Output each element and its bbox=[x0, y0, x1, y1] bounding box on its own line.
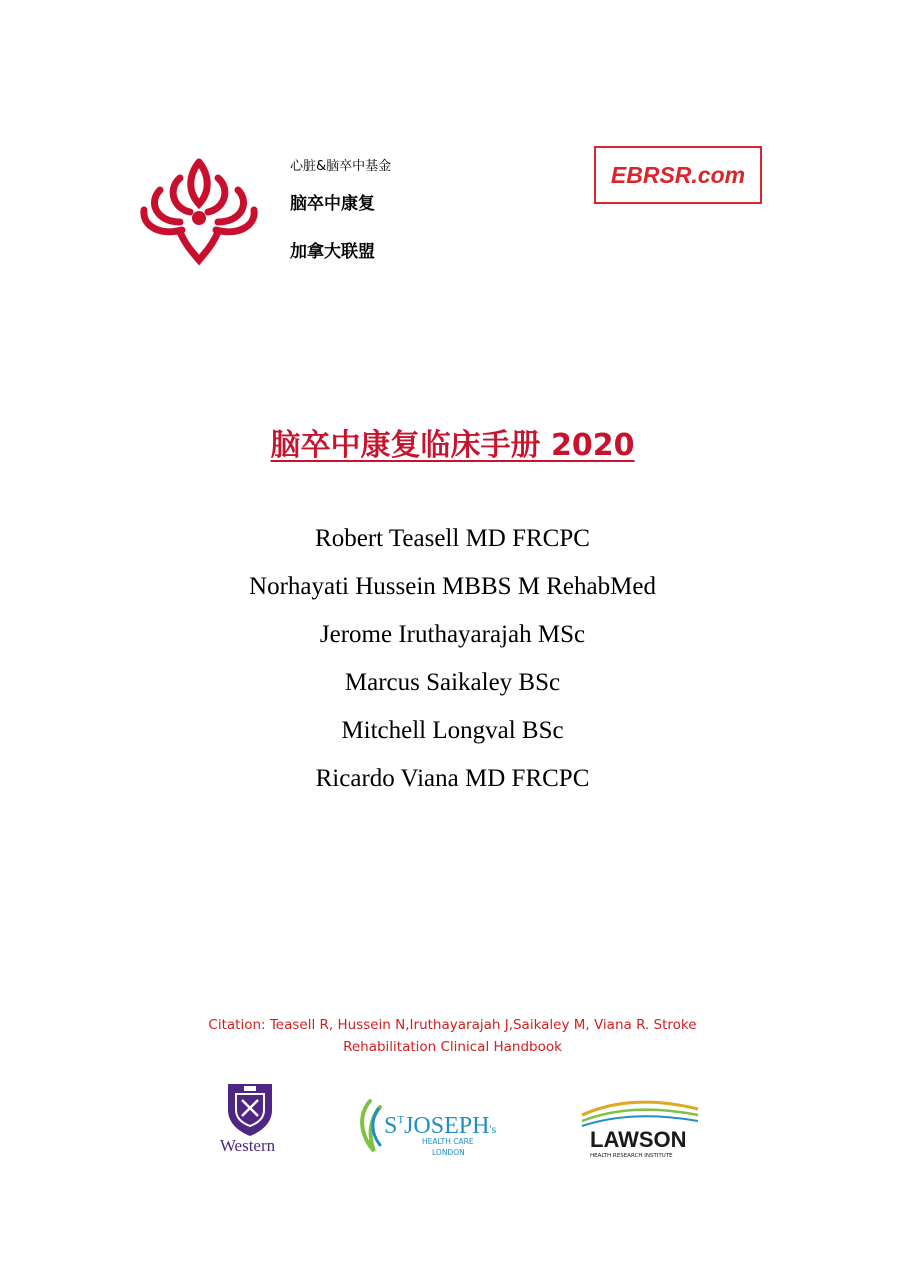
citation-line1: Citation: Teasell R, Hussein N,Iruthayarajah J,Saikaley M, Viana R. Stroke bbox=[208, 1017, 697, 1033]
svg-text:LAWSON: LAWSON bbox=[590, 1127, 687, 1152]
st-joseph-logo-icon bbox=[356, 1095, 506, 1161]
author-name: Norhayati Hussein MBBS M RehabMed bbox=[249, 573, 656, 600]
svg-text:HEALTH RESEARCH INSTITUTE: HEALTH RESEARCH INSTITUTE bbox=[590, 1153, 673, 1159]
lawson-logo-icon bbox=[578, 1095, 703, 1161]
org-name-line3: 加拿大联盟 bbox=[290, 242, 375, 262]
svg-text:HEALTH CARE: HEALTH CARE bbox=[422, 1137, 474, 1146]
document-title: 脑卒中康复临床手册 2020 bbox=[270, 428, 635, 463]
author-name: Ricardo Viana MD FRCPC bbox=[315, 765, 590, 792]
author-name: Mitchell Longval BSc bbox=[341, 717, 564, 744]
author-name: Robert Teasell MD FRCPC bbox=[315, 525, 590, 552]
citation-line2: Rehabilitation Clinical Handbook bbox=[343, 1039, 562, 1055]
lotus-logo-icon bbox=[138, 148, 260, 266]
ebrsr-website-badge[interactable]: EBRSR.com bbox=[594, 146, 762, 204]
author-list bbox=[0, 521, 905, 809]
author-name: Jerome Iruthayarajah MSc bbox=[319, 621, 586, 648]
western-logo-wordmark: Western bbox=[219, 1136, 276, 1155]
svg-text:STJOSEPH's: $S^TJOSEPH's$ bbox=[384, 1113, 497, 1139]
svg-text:LONDON: LONDON bbox=[432, 1148, 465, 1157]
org-name-line1: 心脏&脑卒中基金 bbox=[290, 159, 392, 174]
org-name-line2: 脑卒中康复 bbox=[290, 194, 375, 214]
author-name: Marcus Saikaley BSc bbox=[344, 669, 561, 696]
citation bbox=[0, 1014, 905, 1058]
